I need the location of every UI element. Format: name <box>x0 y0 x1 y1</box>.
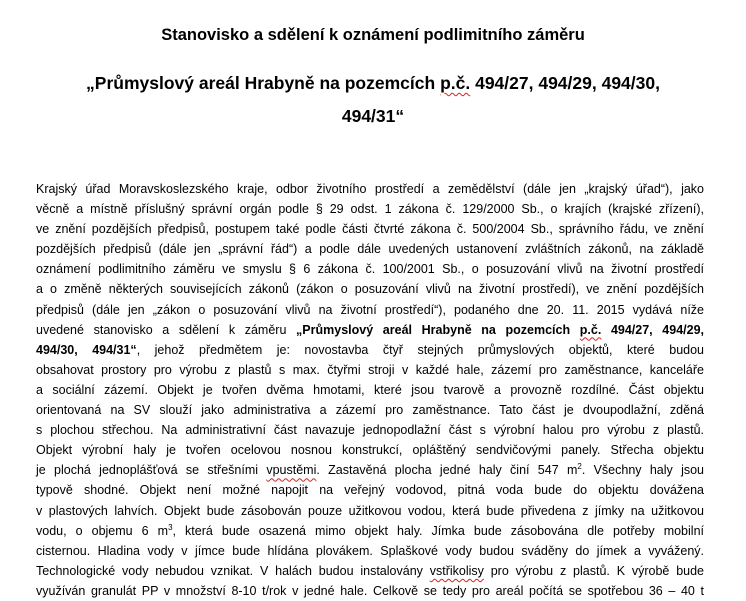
superscript: 3 <box>168 522 173 532</box>
line-text: . Všechny haly jsou <box>581 463 705 478</box>
paragraph-line: věcně a místně příslušný správní orgán podle § 29 odst. 1 zákona č. 129/2000 Sb., o krajích (krajské zřízení), <box>36 202 704 217</box>
paragraph-line: Krajský úřad Moravskoslezského kraje, odbor životního prostředí a zemědělství (dále jen „krajský úřad“), jako <box>36 182 705 196</box>
line-text: Technologické vody nebudou vznikat. V halách budou instalovány <box>36 563 430 578</box>
line-text: je plochá jednoplášťová se střešními <box>36 463 267 478</box>
body-paragraph <box>36 179 704 601</box>
paragraph-line <box>36 521 704 541</box>
paragraph-line: cisternou. Hladina vody v jímce bude hlídána plovákem. Splaškové vody budou sváděny do jímek a vyvážený. <box>36 543 704 558</box>
project-name-inline <box>296 323 704 337</box>
paragraph-line: ve znění pozdějších předpisů, postupem také podle části čtvrté zákona č. 500/2004 Sb., správního řádu, ve znění <box>36 222 704 237</box>
spellcheck-flagged-word[interactable]: p.č. <box>440 73 471 93</box>
spellcheck-flagged-word[interactable]: p.č. <box>579 322 602 337</box>
project-name-prefix: „Průmyslový areál Hrabyně na pozemcích <box>86 73 441 93</box>
project-name-parcels: 494/27, 494/29, <box>601 322 705 337</box>
paragraph-line <box>36 320 704 340</box>
paragraph-line: v plastových lahvích. Objekt bude zásobován pouze užitkovou vodou, která bude přivedena z jímky na užitkovou <box>36 503 704 518</box>
line-text: vodu, o objemu 6 m <box>36 523 169 538</box>
line-text: pro výrobu z plastů. K výrobě bude <box>483 563 705 578</box>
project-name-line-1 <box>0 72 746 94</box>
line-text: , jehož předmětem je: novostavba čtyř stejných průmyslových objektů, které budou <box>136 342 704 357</box>
paragraph-line: s plochou střechou. Na administrativní část navazuje jednopodlažní část s výrobní halou pro výrobu z plastů. <box>36 423 704 438</box>
project-name-prefix: „Průmyslový areál Hrabyně na pozemcích <box>296 322 580 337</box>
paragraph-line: typově shodné. Objekt není možné napojit na veřejný vodovod, pitná voda bude do objektu dovážena <box>36 483 704 498</box>
paragraph-line: a sociální zázemí. Objekt je tvořen dvěma hmotami, které jsou tvarově a provozně rozdílné. Část objektu <box>36 382 704 397</box>
project-name-inline-end: 494/30, 494/31“ <box>36 342 137 357</box>
project-name-line-2: 494/31“ <box>341 106 405 126</box>
paragraph-line: předpisů (dále jen „zákon o posuzování vlivů na životní prostředí“), podaného dne 20. 11. 2015 vydává níže <box>36 302 704 317</box>
paragraph-line: oznámení podlimitního záměru ve smyslu § 6 zákona č. 100/2001 Sb., o posuzování vlivů na životní prostředí <box>36 262 704 277</box>
superscript: 2 <box>577 462 582 472</box>
paragraph-line: a o změně některých souvisejících zákonů (zákon o posuzování vlivů na životní prostředí), ve znění pozdějších <box>36 282 704 297</box>
paragraph-line: obsahovat prostory pro výrobu z plastů s max. čtyřmi stroji v každé hale, zázemí pro zaměstnance, kanceláře <box>36 362 704 377</box>
paragraph-line: pozdějších předpisů (dále jen „správní řád“) a podle dále uvedených ustanovení zvláštních zákonů, na základě <box>36 242 704 257</box>
line-text: . Zastavěná plocha jedné haly činí 547 m <box>316 463 578 478</box>
paragraph-line: orientovaná na SV slouží jako administrativa a zázemí pro zaměstnance. Tato část je dvoupodlažní, zděná <box>36 403 704 418</box>
paragraph-line: Objekt výrobní haly je tvořen ocelovou nosnou konstrukcí, opláštěný sendvičovými panely. Střecha objektu <box>36 443 704 458</box>
paragraph-line <box>36 460 704 480</box>
line-text: , která bude osazená mimo objekt haly. Jímka bude zásobována dle potřeby mobilní <box>172 523 704 538</box>
paragraph-line: využíván granulát PP v množství 8-10 t/rok v jedné hale. Celkově se tedy pro areál počítá se spotřebou 36 – 40 t <box>36 583 704 598</box>
paragraph-line <box>36 340 704 360</box>
spellcheck-flagged-word[interactable]: vstřikolisy <box>429 563 484 578</box>
project-name-parcels: 494/27, 494/29, 494/30, <box>470 73 660 93</box>
line-text: uvedené stanovisko a sdělení k záměru <box>36 322 297 337</box>
document-title: Stanovisko a sdělení k oznámení podlimitního záměru <box>161 26 585 44</box>
paragraph-line <box>36 561 704 581</box>
spellcheck-flagged-word[interactable]: vpustěmi <box>266 463 317 478</box>
